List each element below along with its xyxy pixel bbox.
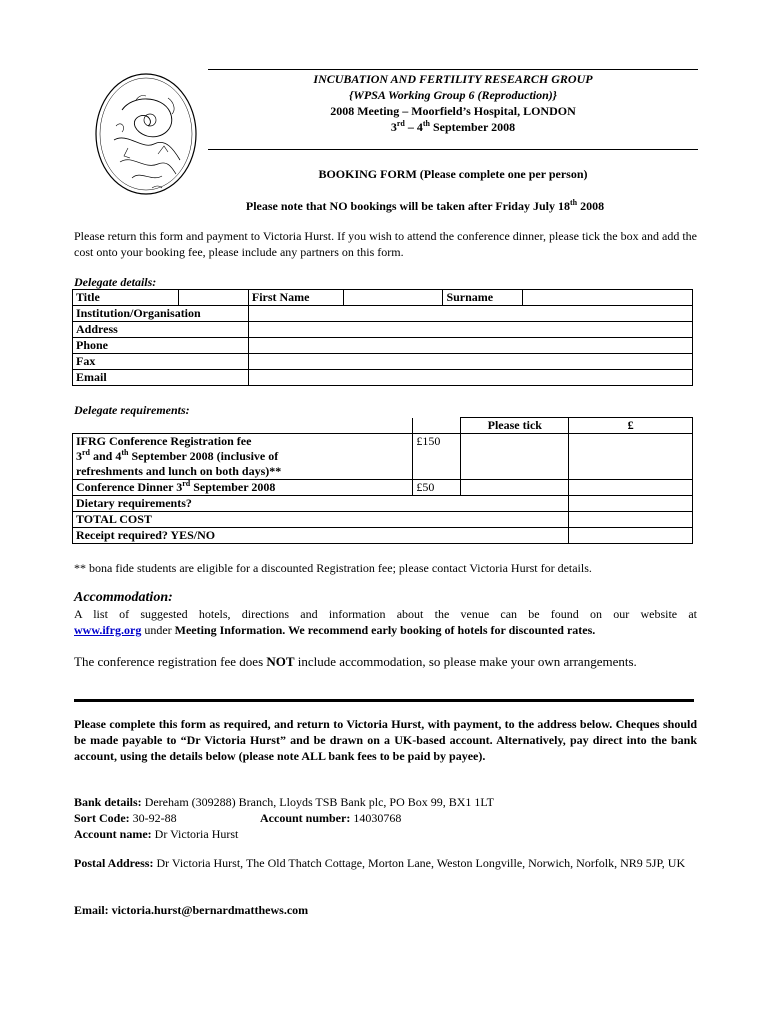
receipt-input[interactable] bbox=[569, 528, 693, 544]
accommodation-heading: Accommodation: bbox=[74, 590, 173, 605]
first-name-label: First Name bbox=[248, 290, 343, 306]
accommodation-text: A list of suggested hotels, directions and information about the venue can be found on our website at bbox=[74, 607, 697, 621]
surname-input[interactable] bbox=[523, 290, 693, 306]
table-row bbox=[73, 512, 693, 528]
delegate-requirements-table bbox=[72, 417, 693, 544]
org-subtitle: {WPSA Working Group 6 (Reproduction)} bbox=[349, 88, 557, 102]
address-label: Address bbox=[73, 322, 249, 338]
ifrg-website-link[interactable]: www.ifrg.org bbox=[74, 623, 142, 637]
registration-amount-box[interactable] bbox=[569, 434, 693, 480]
receipt-label: Receipt required? YES/NO bbox=[73, 528, 569, 544]
table-row bbox=[73, 528, 693, 544]
dinner-amount-box[interactable] bbox=[569, 480, 693, 496]
dinner-tick-box[interactable] bbox=[461, 480, 569, 496]
registration-tick-box[interactable] bbox=[461, 434, 569, 480]
deadline-note: Please note that NO bookings will be taken after Friday July 18th 2008 bbox=[245, 198, 605, 213]
registration-fee-label: IFRG Conference Registration fee 3rd and 4th September 2008 (inclusive of refreshments and lunch on both days)** bbox=[73, 434, 413, 480]
address-input[interactable] bbox=[248, 322, 692, 338]
delegate-details-heading: Delegate details: bbox=[74, 275, 157, 289]
fax-input[interactable] bbox=[248, 354, 692, 370]
title-label: Title bbox=[73, 290, 179, 306]
header-bottom-rule bbox=[208, 149, 698, 150]
header-top-rule bbox=[208, 69, 698, 70]
ifrg-logo-emblem bbox=[92, 70, 200, 198]
delegate-details-table bbox=[72, 289, 693, 386]
email-label: Email bbox=[73, 370, 249, 386]
registration-fee-price: £150 bbox=[413, 434, 461, 480]
table-row bbox=[73, 290, 693, 306]
surname-label: Surname bbox=[443, 290, 523, 306]
intro-text: Please return this form and payment to Victoria Hurst. If you wish to attend the conference dinner, please tick the box and add the cost onto your booking fee, please include any partners on this form. bbox=[74, 229, 697, 259]
title-input[interactable] bbox=[178, 290, 248, 306]
contact-email: Email: victoria.hurst@bernardmatthews.com bbox=[74, 903, 309, 917]
please-tick-header: Please tick bbox=[461, 418, 569, 434]
bank-details: Bank details: Dereham (309288) Branch, Lloyds TSB Bank plc, PO Box 99, BX1 1LT bbox=[74, 795, 494, 809]
header-block bbox=[208, 71, 698, 135]
table-row bbox=[73, 370, 693, 386]
dietary-label: Dietary requirements? bbox=[73, 496, 569, 512]
first-name-input[interactable] bbox=[343, 290, 443, 306]
account-name: Account name: Dr Victoria Hurst bbox=[74, 827, 239, 841]
table-row bbox=[73, 322, 693, 338]
section-divider bbox=[74, 699, 694, 702]
phone-input[interactable] bbox=[248, 338, 692, 354]
table-row bbox=[73, 434, 693, 480]
account-number: Account number: 14030768 bbox=[260, 811, 402, 825]
institution-input[interactable] bbox=[248, 306, 692, 322]
total-cost-label: TOTAL COST bbox=[73, 512, 569, 528]
table-row bbox=[73, 306, 693, 322]
postal-address: Postal Address: Dr Victoria Hurst, The Old Thatch Cottage, Morton Lane, Weston Longville, Norwich, Norfolk, NR9 5JP, UK bbox=[74, 856, 686, 870]
pound-header: £ bbox=[569, 418, 693, 434]
email-input[interactable] bbox=[248, 370, 692, 386]
dinner-price: £50 bbox=[413, 480, 461, 496]
fax-label: Fax bbox=[73, 354, 249, 370]
institution-label: Institution/Organisation bbox=[73, 306, 249, 322]
payment-instructions: Please complete this form as required, and return to Victoria Hurst, with payment, to the address below. Cheques should be made payable to “Dr Victoria Hurst” and be drawn on a UK-based account. Alternatively, pay direct into the bank account, using the details below (please note ALL bank fees to be paid by payee). bbox=[74, 717, 697, 763]
table-row bbox=[73, 496, 693, 512]
table-row bbox=[73, 354, 693, 370]
table-row bbox=[73, 338, 693, 354]
phone-label: Phone bbox=[73, 338, 249, 354]
dinner-label: Conference Dinner 3rd September 2008 bbox=[73, 480, 413, 496]
delegate-requirements-heading: Delegate requirements: bbox=[74, 403, 190, 417]
form-title: BOOKING FORM (Please complete one per person) bbox=[318, 167, 588, 181]
accommodation-fee-note: The conference registration fee does NOT include accommodation, so please make your own arrangements. bbox=[74, 654, 637, 669]
table-row bbox=[73, 418, 693, 434]
org-name: INCUBATION AND FERTILITY RESEARCH GROUP bbox=[313, 72, 593, 86]
meeting-dates: 3rd – 4th September 2008 bbox=[390, 119, 516, 134]
dietary-input[interactable] bbox=[569, 496, 693, 512]
table-row bbox=[73, 480, 693, 496]
accommodation-text-2: www.ifrg.org under Meeting Information. We recommend early booking of hotels for discounted rates. bbox=[74, 623, 596, 637]
total-cost-input[interactable] bbox=[569, 512, 693, 528]
sort-code: Sort Code: 30-92-88 bbox=[74, 811, 177, 825]
meeting-venue: 2008 Meeting – Moorfield’s Hospital, LONDON bbox=[330, 104, 576, 118]
student-discount-note: ** bona fide students are eligible for a discounted Registration fee; please contact Victoria Hurst for details. bbox=[74, 561, 592, 575]
